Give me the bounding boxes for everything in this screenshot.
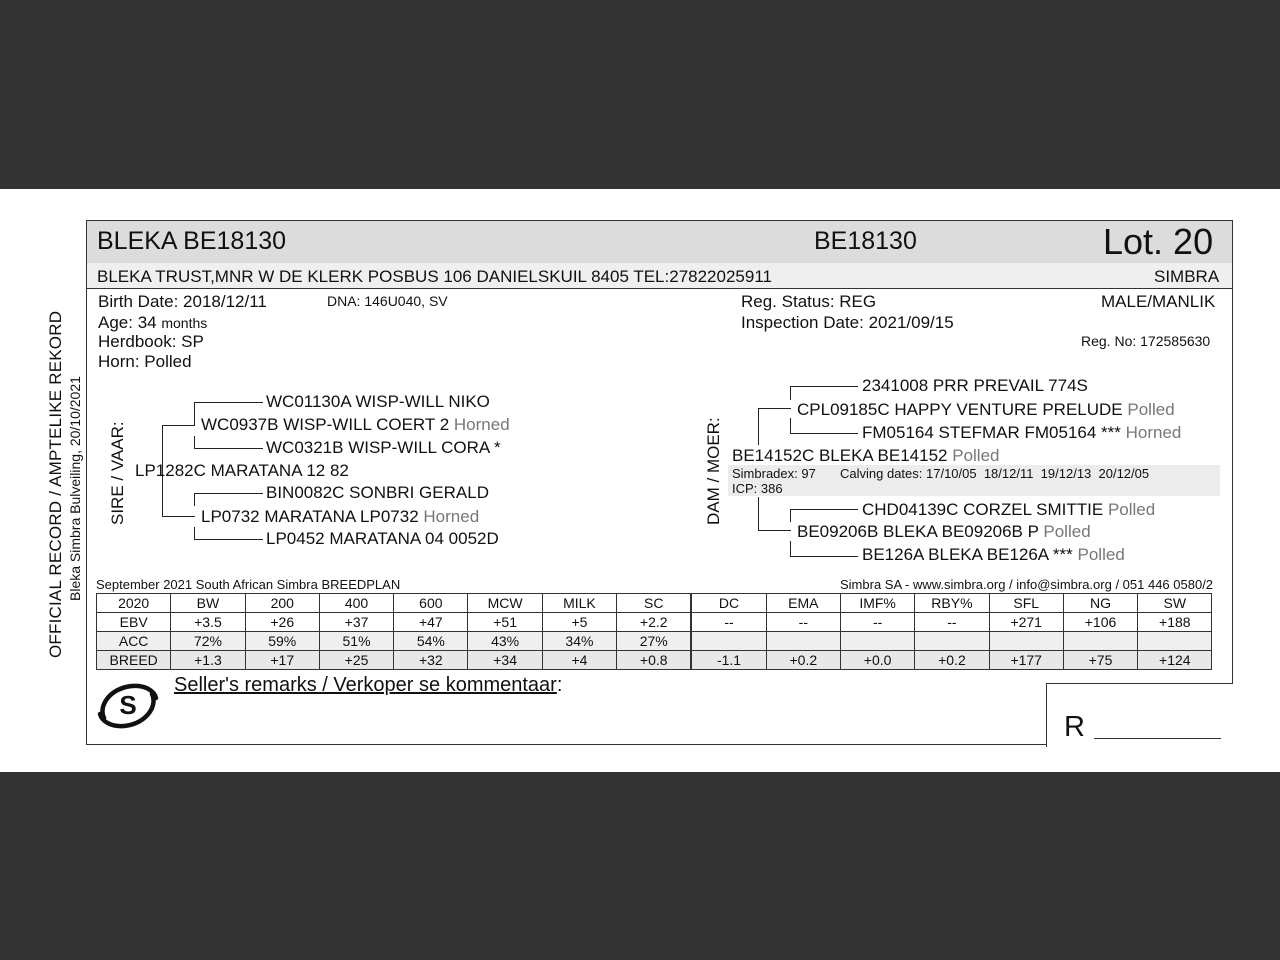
sd-bracket-top	[194, 493, 195, 506]
table-cell: 51%	[319, 632, 393, 651]
ds-bracket-top	[790, 386, 791, 400]
ss-line-bottom	[194, 448, 263, 449]
ss-bracket-bottom	[194, 436, 195, 448]
table-cell: 59%	[245, 632, 319, 651]
table-header-cell: EMA	[766, 594, 840, 613]
ss-line-top	[194, 402, 263, 403]
table-cell: 72%	[171, 632, 245, 651]
horn-badge: Horned	[453, 415, 510, 434]
horn-badge: Horned	[423, 507, 480, 526]
table-cell	[840, 632, 914, 651]
table-cell: +177	[989, 651, 1063, 670]
table-cell: +26	[245, 613, 319, 632]
horn-badge: Polled	[1077, 545, 1125, 564]
table-cell: +0.2	[915, 651, 989, 670]
remarks-label: Seller's remarks / Verkoper se kommentaar	[174, 674, 557, 696]
horn-badge: Polled	[1043, 522, 1091, 541]
table-cell: +0.2	[766, 651, 840, 670]
inspection-date: Inspection Date: 2021/09/15	[741, 313, 954, 332]
sd-line-top	[194, 493, 263, 494]
table-cell: 34%	[542, 632, 616, 651]
table-cell	[691, 632, 766, 651]
table-header-cell: IMF%	[840, 594, 914, 613]
age-value: Age: 34	[98, 313, 157, 332]
table-header-cell: MILK	[542, 594, 616, 613]
table-cell: +124	[1138, 651, 1212, 670]
table-cell	[1138, 632, 1212, 651]
official-record-label: OFFICIAL RECORD / AMPTELIKE REKORD	[46, 310, 65, 658]
table-header-cell: RBY%	[915, 594, 989, 613]
ebv-table	[96, 593, 1212, 670]
sellers-remarks	[174, 674, 562, 697]
dam-sire-dam: FM05164 STEFMAR FM05164 *** Horned	[862, 423, 1182, 442]
horn-status: Horn: Polled	[98, 352, 192, 371]
table-cell: +271	[989, 613, 1063, 632]
dam-dam-dam: BE126A BLEKA BE126A *** Polled	[862, 545, 1125, 564]
table-header-cell: DC	[691, 594, 766, 613]
horn-badge: Polled	[952, 446, 1000, 465]
animal-name: BLEKA BE18130	[97, 227, 287, 255]
sire-name: LP1282C MARATANA 12 82	[135, 461, 349, 480]
table-cell: +106	[1063, 613, 1137, 632]
sire-bracket-bottom	[162, 516, 195, 517]
table-cell	[766, 632, 840, 651]
table-cell: +4	[542, 651, 616, 670]
table-header-row	[97, 594, 1212, 613]
table-header-cell: 2020	[97, 594, 171, 613]
table-header-cell: BW	[171, 594, 245, 613]
table-header-cell: 200	[245, 594, 319, 613]
dd-bracket-top	[790, 509, 791, 522]
dam-dam: BE09206B BLEKA BE09206B P Polled	[797, 522, 1091, 541]
sire-dam-sire: BIN0082C SONBRI GERALD	[266, 483, 489, 502]
ds-bracket-bottom	[790, 418, 791, 433]
horn-badge: Polled	[1127, 400, 1175, 419]
auction-label: Bleka Simbra Bulveiling, 20/10/2021	[67, 376, 83, 601]
table-cell: +3.5	[171, 613, 245, 632]
animal-id: BE18130	[814, 227, 917, 255]
simbradex: Simbradex: 97	[732, 466, 816, 481]
table-header-cell: SW	[1138, 594, 1212, 613]
table-header-cell: 600	[394, 594, 468, 613]
lot-number: Lot. 20	[1103, 221, 1214, 262]
table-header-cell: NG	[1063, 594, 1137, 613]
dam-sire-sire: 2341008 PRR PREVAIL 774S	[862, 376, 1088, 395]
table-cell: +25	[319, 651, 393, 670]
table-row	[97, 613, 1212, 632]
price-line[interactable]	[1094, 738, 1221, 739]
herdbook: Herdbook: SP	[98, 332, 204, 351]
dam-bracket-bottom-h	[758, 530, 791, 531]
remarks-colon: :	[556, 674, 563, 696]
ds-line-top	[790, 386, 858, 387]
table-cell: +5	[542, 613, 616, 632]
ss-bracket-top	[194, 402, 195, 425]
ds-line-bottom	[790, 433, 858, 434]
dam-bracket-bottom	[758, 497, 759, 531]
owner-details: BLEKA TRUST,MNR W DE KLERK POSBUS 106 DANIELSKUIL 8405 TEL:27822025911	[97, 267, 772, 286]
table-cell	[915, 632, 989, 651]
table-cell: ACC	[97, 632, 171, 651]
table-cell: EBV	[97, 613, 171, 632]
horn-badge: Polled	[1107, 500, 1156, 519]
table-cell: BREED	[97, 651, 171, 670]
breed-label: SIMBRA	[1154, 267, 1220, 286]
table-cell: -1.1	[691, 651, 766, 670]
table-cell: +75	[1063, 651, 1137, 670]
sd-bracket-bottom	[194, 527, 195, 539]
dam-sire: CPL09185C HAPPY VENTURE PRELUDE Polled	[797, 400, 1175, 419]
age	[98, 313, 207, 333]
table-row	[97, 651, 1212, 670]
calving-dates: Calving dates: 17/10/05 18/12/11 19/12/13 20/12/05	[840, 466, 1150, 481]
dam-dam-sire: CHD04139C CORZEL SMITTIE Polled	[862, 500, 1156, 519]
table-cell	[1063, 632, 1137, 651]
age-unit: months	[161, 315, 208, 331]
sire-sire: WC0937B WISP-WILL COERT 2 Horned	[201, 415, 510, 434]
table-cell: +0.8	[617, 651, 692, 670]
birth-date: Birth Date: 2018/12/11	[98, 292, 267, 311]
table-cell: +188	[1138, 613, 1212, 632]
dna-info: DNA: 146U040, SV	[327, 293, 448, 309]
dd-line-top	[790, 509, 858, 510]
table-cell: +2.2	[617, 613, 692, 632]
logo-letter: S	[119, 690, 137, 720]
table-cell: +37	[319, 613, 393, 632]
icp: ICP: 386	[732, 481, 783, 496]
dam-bracket-top-h	[758, 408, 791, 409]
breedplan-contact: Simbra SA - www.simbra.org / info@simbra.org / 051 446 0580/2	[840, 577, 1214, 592]
sire-label: SIRE / VAAR:	[108, 421, 127, 525]
sire-sire-dam: WC0321B WISP-WILL CORA *	[266, 438, 501, 457]
table-cell: --	[840, 613, 914, 632]
dd-bracket-bottom	[790, 541, 791, 556]
breedplan-source: September 2021 South African Simbra BREEDPLAN	[96, 577, 401, 592]
table-row	[97, 632, 1212, 651]
reg-status: Reg. Status: REG	[741, 292, 877, 311]
horn-badge: Horned	[1125, 423, 1182, 442]
sire-sire-sire: WC01130A WISP-WILL NIKO	[266, 392, 490, 411]
table-header-cell: SFL	[989, 594, 1063, 613]
sd-line-bottom	[194, 539, 263, 540]
table-cell: +1.3	[171, 651, 245, 670]
table-header-cell: MCW	[468, 594, 542, 613]
simbra-logo-icon	[96, 680, 160, 732]
table-cell: --	[766, 613, 840, 632]
dam-bracket-top	[758, 408, 759, 445]
table-cell: +32	[394, 651, 468, 670]
table-cell: --	[691, 613, 766, 632]
table-cell: 43%	[468, 632, 542, 651]
table-cell: +34	[468, 651, 542, 670]
price-symbol: R	[1064, 711, 1085, 743]
table-cell: +0.0	[840, 651, 914, 670]
reg-number: Reg. No: 172585630	[1081, 333, 1211, 349]
table-cell: +51	[468, 613, 542, 632]
dd-line-bottom	[790, 556, 858, 557]
sire-dam-dam: LP0452 MARATANA 04 0052D	[266, 529, 499, 548]
dam-label: DAM / MOER:	[704, 417, 723, 525]
table-header-cell: SC	[617, 594, 692, 613]
sex: MALE/MANLIK	[1101, 292, 1216, 311]
table-cell: +47	[394, 613, 468, 632]
table-cell: 54%	[394, 632, 468, 651]
sire-bracket-top	[162, 425, 195, 426]
table-cell	[989, 632, 1063, 651]
dam-name: BE14152C BLEKA BE14152 Polled	[732, 446, 1000, 465]
table-cell: +17	[245, 651, 319, 670]
table-header-cell: 400	[319, 594, 393, 613]
table-cell: --	[915, 613, 989, 632]
sire-dam: LP0732 MARATANA LP0732 Horned	[201, 507, 480, 526]
table-cell: 27%	[617, 632, 692, 651]
